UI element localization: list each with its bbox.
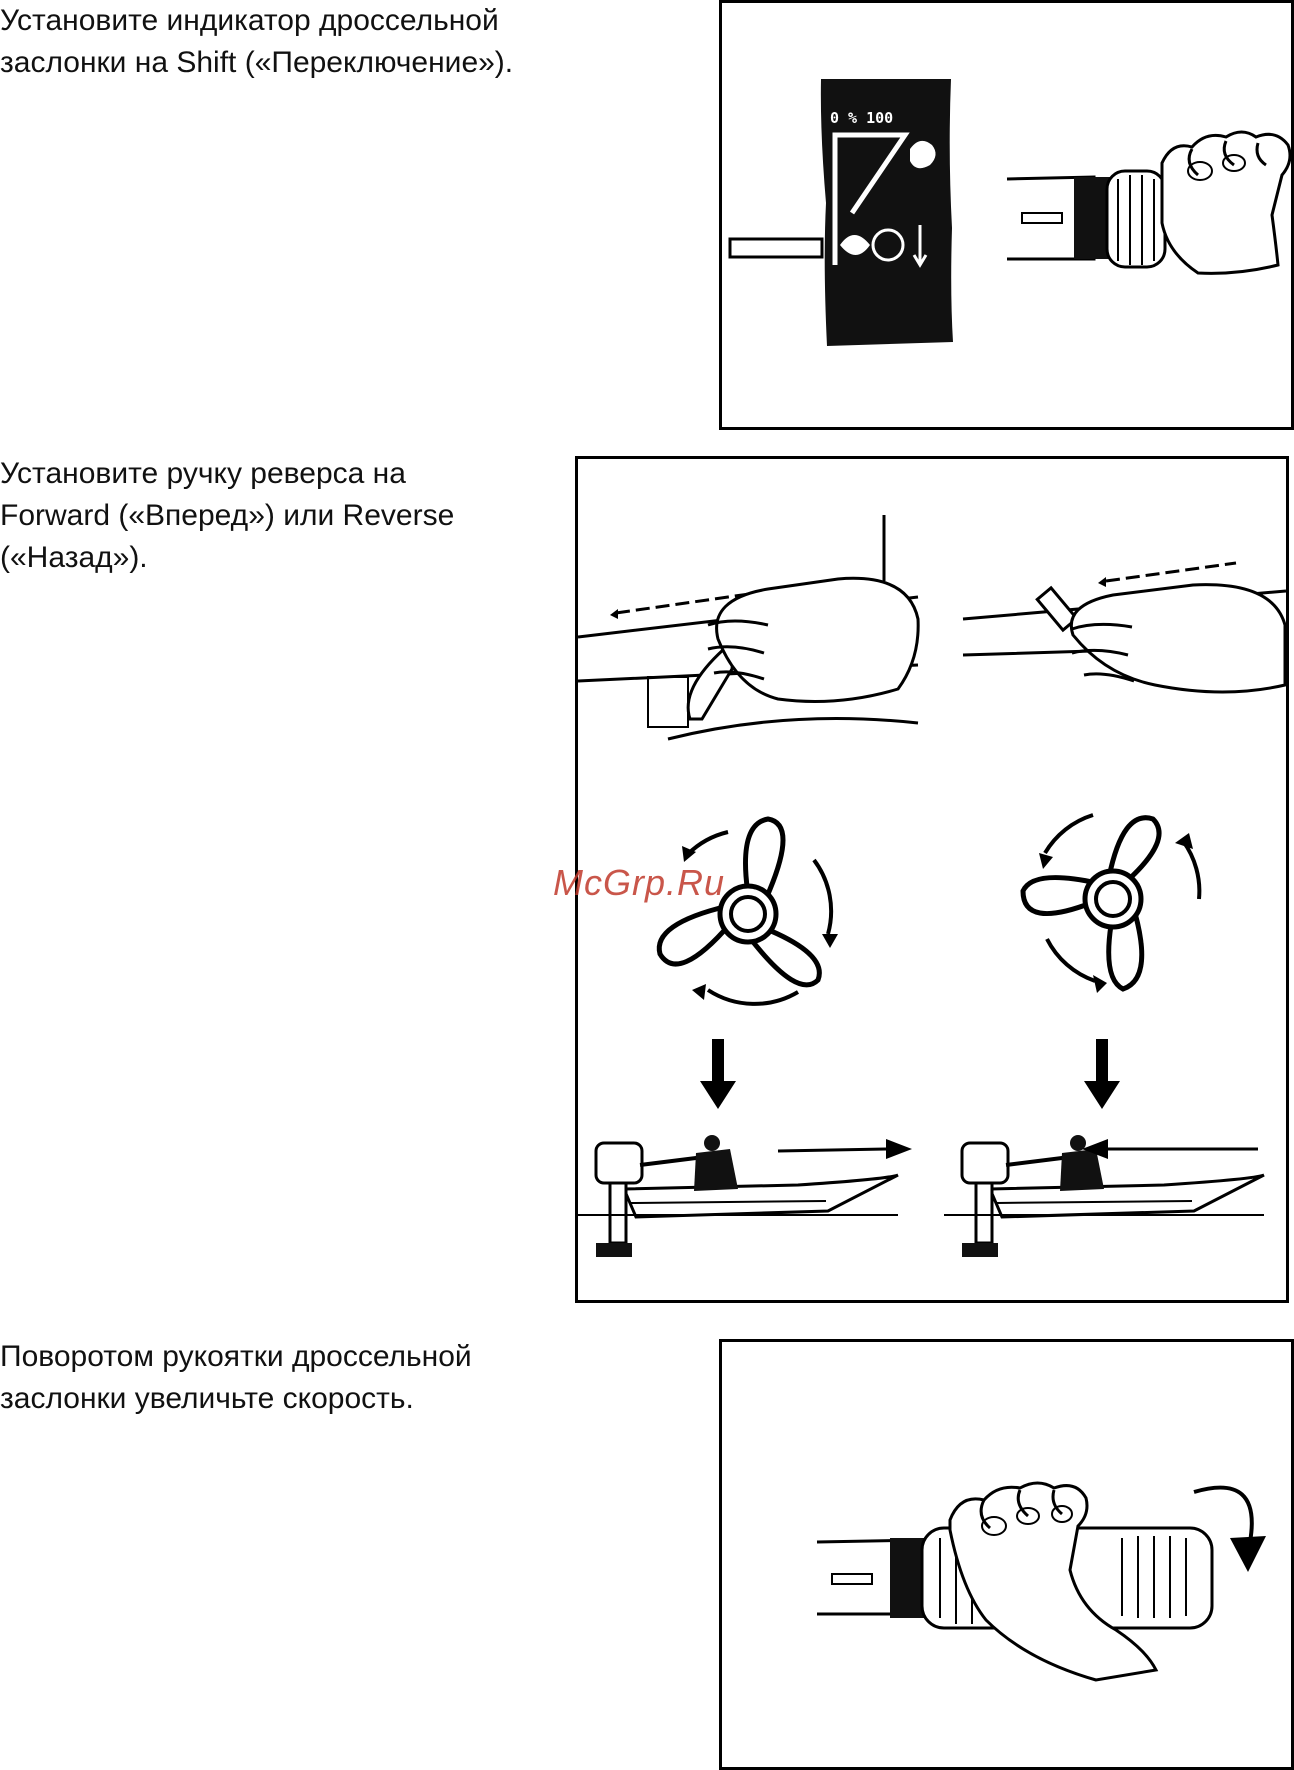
watermark: McGrp.Ru	[553, 862, 726, 903]
shift-lever-reverse-illustration	[963, 563, 1286, 692]
step-3-figure	[719, 1339, 1294, 1770]
step-3-line-1: Поворотом рукоятки дроссельной	[0, 1340, 472, 1373]
boat-reverse-illustration	[944, 1135, 1264, 1257]
step-1-instruction	[0, 0, 513, 84]
step-2-instruction	[0, 453, 454, 579]
boat-forward-illustration	[578, 1135, 912, 1257]
shift-lever-forward-illustration	[578, 515, 918, 739]
throttle-scale-label: 0 % 100	[830, 109, 894, 127]
down-arrow-icon	[1084, 1039, 1120, 1109]
step-2-line-1: Установите ручку реверса на	[0, 457, 406, 490]
propeller-forward-icon	[659, 819, 838, 1004]
step-1-line-2: заслонки на Shift («Переключение»).	[0, 46, 514, 79]
step-2-line-2: Forward («Вперед») или Reverse	[0, 499, 455, 532]
step-1-line-1: Установите индикатор дроссельной	[0, 4, 499, 37]
step-1-figure	[719, 0, 1294, 430]
step-2-line-3: («Назад»).	[0, 541, 148, 574]
propeller-reverse-icon	[1023, 815, 1199, 993]
down-arrow-icon	[700, 1039, 736, 1109]
step-3-instruction	[0, 1336, 472, 1420]
step-3-line-2: заслонки увеличьте скорость.	[0, 1382, 414, 1415]
